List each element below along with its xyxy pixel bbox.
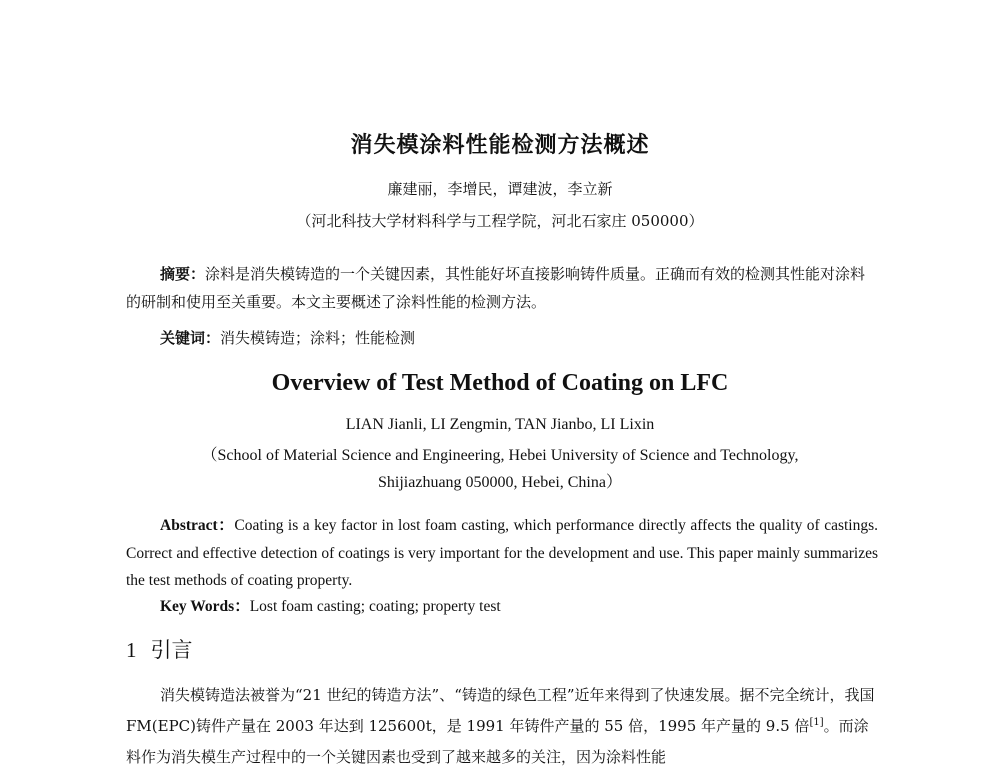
chinese-affiliation: （河北科技大学材料科学与工程学院，河北石家庄 050000）	[296, 212, 704, 230]
english-affiliation-line2: Shijiazhuang 050000, Hebei, China）	[378, 474, 622, 491]
chinese-abstract-text: 涂料是消失模铸造的一个关键因素，其性能好坏直接影响铸件质量。正确而有效的检测其性能对涂料的研制和使用至关重要。本文主要概述了涂料性能的检测方法。	[126, 265, 866, 311]
chinese-abstract-label: 摘要：	[160, 265, 206, 283]
english-abstract	[126, 512, 878, 595]
english-authors: LIAN Jianli, LI Zengmin, TAN Jianbo, LI Lixin	[345, 416, 655, 433]
english-keywords	[160, 594, 501, 616]
paragraph-text-part1: 消失模铸造法被誉为“21 世纪的铸造方法”、“铸造的绿色工程”近年来得到了快速发展。据不完全统计，我国 FM(EPC)铸件产量在 2003 年达到 125600t，是 1991 年铸件产量的 55 倍，1995 年产量的 9.5 倍	[126, 686, 875, 735]
english-affiliation-line1: （School of Material Science and Engineering, Hebei University of Science and Technology,	[201, 447, 799, 464]
english-abstract-text: Coating is a key factor in lost foam casting, which performance directly affects the quality of castings. Correct and effective detection of coatings is very important for the development and use. This paper mainly summarizes the test methods of coating property.	[126, 517, 879, 589]
english-keywords-text: Lost foam casting; coating; property test	[249, 598, 501, 615]
english-abstract-label: Abstract：	[160, 517, 235, 534]
chinese-abstract	[126, 260, 878, 316]
chinese-authors: 廉建丽，李增民，谭建波，李立新	[387, 180, 613, 198]
paragraph-text-part2: 。而涂料作为消失模生产过程中的一个关键因素也受到了越来越多的关注，因为涂料性能	[126, 717, 869, 766]
introduction-paragraph	[126, 680, 878, 773]
citation-reference[interactable]: [1]	[809, 717, 824, 728]
english-keywords-label: Key Words：	[160, 598, 250, 615]
section-title: 引言	[150, 638, 193, 662]
chinese-keywords	[160, 327, 415, 348]
chinese-keywords-text: 消失模铸造；涂料；性能检测	[220, 329, 416, 347]
section-heading	[126, 634, 193, 664]
chinese-keywords-label: 关键词：	[160, 329, 221, 347]
english-title: Overview of Test Method of Coating on LFC	[271, 370, 729, 396]
chinese-title: 消失模涂料性能检测方法概述	[350, 133, 650, 158]
english-affiliation	[0, 442, 1000, 496]
section-number: 1	[126, 638, 137, 662]
